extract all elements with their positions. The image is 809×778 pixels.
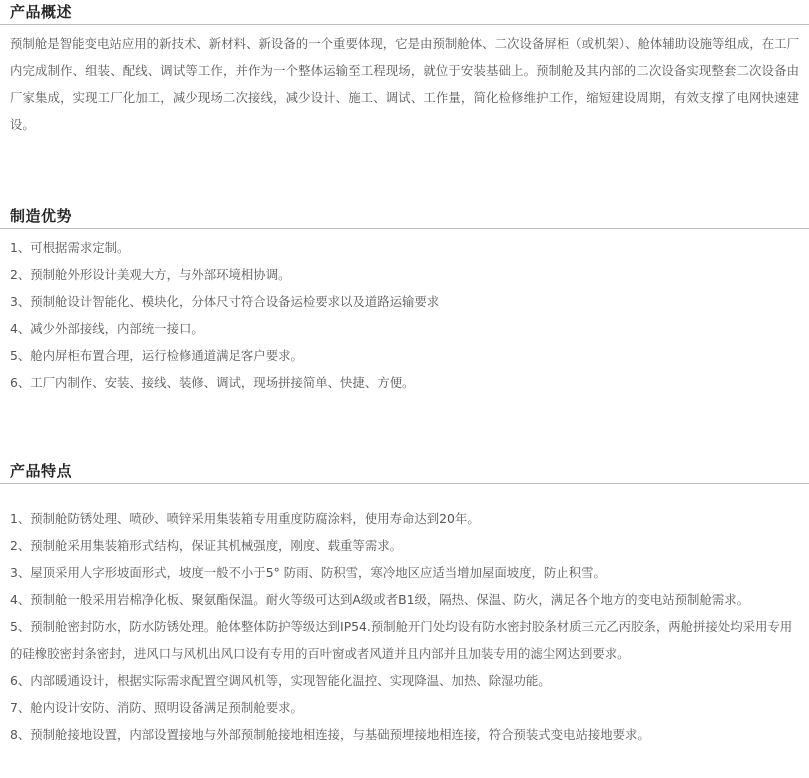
overview-text: 预制舱是智能变电站应用的新技术、新材料、新设备的一个重要体现，它是由预制舱体、二次设备屏柜（或机架）、舱体辅助设施等组成，在工厂内完成制作、组装、配线、调试等工作，并作为一个整体运输至工程现场，就位于安装基础上。预制舱及其内部的二次设备实现整套二次设备由厂家集成，实现工厂化加工，减少现场二次接线，减少设计、施工、调试、工作量，简化检修维护工作，缩短建设周期，有效支撑了电网快速建设。 xyxy=(10,36,799,132)
advantages-divider xyxy=(0,228,809,229)
advantage-item: 1、可根据需求定制。 xyxy=(10,240,130,255)
feature-item: 6、内部暖通设计，根据实际需求配置空调风机等，实现智能化温控、实现降温、加热、除湿功能。 xyxy=(10,673,551,688)
feature-item: 1、预制舱防锈处理、喷砂、喷锌采用集装箱专用重度防腐涂料，使用寿命达到20年。 xyxy=(10,511,480,526)
advantage-item: 6、工厂内制作、安装、接线、装修、调试，现场拼接简单、快捷、方便。 xyxy=(10,375,415,390)
features-divider xyxy=(0,483,809,484)
features-heading: 产品特点 xyxy=(10,462,73,480)
advantages-heading: 制造优势 xyxy=(10,207,73,225)
advantages-heading-wrap xyxy=(0,206,809,232)
advantages-list xyxy=(0,234,809,396)
feature-item: 4、预制舱一般采用岩棉净化板、聚氨酯保温。耐火等级可达到A级或者B1级，隔热、保温、防火，满足各个地方的变电站预制舱需求。 xyxy=(10,592,750,607)
overview-heading-wrap xyxy=(0,2,809,28)
features-list xyxy=(0,505,809,748)
features-section xyxy=(0,461,809,748)
advantage-item: 4、减少外部接线，内部统一接口。 xyxy=(10,321,204,336)
overview-heading: 产品概述 xyxy=(10,3,73,21)
advantage-item: 5、舱内屏柜布置合理，运行检修通道满足客户要求。 xyxy=(10,348,303,363)
feature-item: 3、屋顶采用人字形坡面形式，坡度一般不小于5° 防雨、防积雪，寒冷地区应适当增加屋面坡度，防止积雪。 xyxy=(10,565,606,580)
feature-item: 2、预制舱采用集装箱形式结构，保证其机械强度，刚度、载重等需求。 xyxy=(10,538,402,553)
feature-item: 8、预制舱接地设置，内部设置接地与外部预制舱接地相连接，与基础预埋接地相连接，符合预装式变电站接地要求。 xyxy=(10,727,650,742)
advantage-item: 3、预制舱设计智能化、模块化，分体尺寸符合设备运检要求以及道路运输要求 xyxy=(10,294,440,309)
overview-section xyxy=(0,2,809,138)
advantage-item: 2、预制舱外形设计美观大方，与外部环境相协调。 xyxy=(10,267,291,282)
features-heading-wrap xyxy=(0,461,809,487)
advantages-section xyxy=(0,206,809,396)
feature-item: 5、预制舱密封防水，防水防锈处理。舱体整体防护等级达到IP54.预制舱开门处均设有防水密封胶条材质三元乙丙胶条，两舱拼接处均采用专用的硅橡胶密封条密封，进风口与风机出风口设有专用的百叶窗或者风道并且内部并且加装专用的滤尘网达到要求。 xyxy=(10,619,793,661)
overview-divider xyxy=(0,24,809,25)
feature-item: 7、舱内设计安防、消防、照明设备满足预制舱要求。 xyxy=(10,700,303,715)
